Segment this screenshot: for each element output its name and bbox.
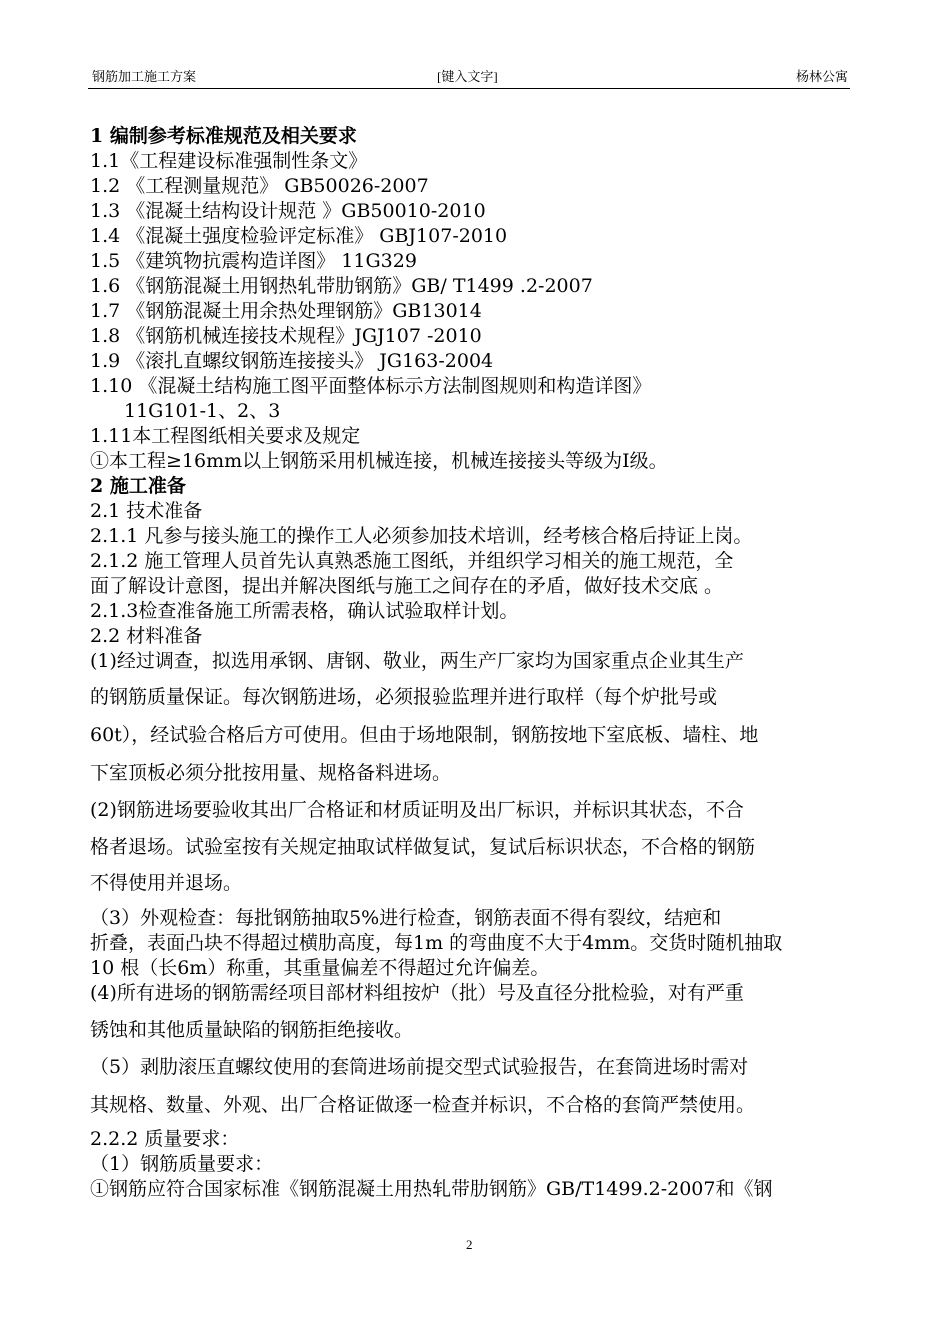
text-line: 10 根（长6m）称重，其重量偏差不得超过允许偏差。	[90, 957, 550, 979]
text-line: 2.1.1 凡参与接头施工的操作工人必须参加技术培训，经考核合格后持证上岗。	[90, 525, 753, 547]
text-line: ①钢筋应符合国家标准《钢筋混凝土用热轧带肋钢筋》GB/T1499.2-2007和《钢	[90, 1178, 773, 1200]
text-line: 1.8 《钢筋机械连接技术规程》JGJ107 -2010	[90, 325, 482, 347]
text-line: 11G101-1、2、3	[124, 400, 281, 422]
text-line: 2.1.2 施工管理人员首先认真熟悉施工图纸，并组织学习相关的施工规范，全	[90, 550, 734, 572]
text-line: 2.1 技术准备	[90, 500, 203, 522]
text-line: （3）外观检查：每批钢筋抽取5%进行检查，钢筋表面不得有裂纹，结疤和	[90, 907, 722, 929]
text-line: (2)钢筋进场要验收其出厂合格证和材质证明及出厂标识，并标识其状态，不合	[90, 799, 744, 821]
text-line: （5）剥肋滚压直螺纹使用的套筒进场前提交型式试验报告，在套筒进场时需对	[90, 1056, 749, 1078]
text-line: 1.10 《混凝土结构施工图平面整体标示方法制图规则和构造详图》	[90, 375, 652, 397]
text-line: 不得使用并退场。	[90, 872, 243, 894]
text-line: 1.7 《钢筋混凝土用余热处理钢筋》GB13014	[90, 300, 482, 322]
text-line: 1.6 《钢筋混凝土用钢热轧带肋钢筋》GB/ T1499 .2-2007	[90, 275, 593, 297]
text-line: 面了解设计意图，提出并解决图纸与施工之间存在的矛盾，做好技术交底 。	[90, 575, 724, 597]
heading-section-1: 1 编制参考标准规范及相关要求	[90, 125, 357, 147]
text-line: 2.2 材料准备	[90, 625, 203, 647]
page-number: 2	[466, 1237, 473, 1252]
text-line: (1)经过调查，拟选用承钢、唐钢、敬业，两生产厂家均为国家重点企业其生产	[90, 650, 744, 672]
text-line: 锈蚀和其他质量缺陷的钢筋拒绝接收。	[90, 1019, 414, 1041]
text-line: 1.9 《滚扎直螺纹钢筋连接接头》 JG163-2004	[90, 350, 494, 372]
header-right-project: 杨林公寓	[795, 69, 848, 84]
text-line: （1）钢筋质量要求：	[90, 1153, 274, 1175]
header-divider	[88, 88, 850, 89]
text-line: 1.11本工程图纸相关要求及规定	[90, 425, 361, 447]
text-line: ①本工程≥16mm以上钢筋采用机械连接，机械连接接头等级为Ⅰ级。	[90, 450, 668, 472]
text-line: 1.2 《工程测量规范》 GB50026-2007	[90, 175, 429, 197]
text-line: 60t），经试验合格后方可使用。但由于场地限制，钢筋按地下室底板、墙柱、地	[90, 724, 759, 746]
header-center-placeholder: [键入文字]	[437, 69, 498, 84]
text-line: 的钢筋质量保证。每次钢筋进场，必须报验监理并进行取样（每个炉批号或	[90, 686, 718, 708]
text-line: 折叠，表面凸块不得超过横肋高度，每1m 的弯曲度不大于4mm。交货时随机抽取	[90, 932, 783, 954]
text-line: 1.5 《建筑物抗震构造详图》 11G329	[90, 250, 417, 272]
text-line: 格者退场。试验室按有关规定抽取试样做复试，复试后标识状态，不合格的钢筋	[90, 836, 756, 858]
text-line: 其规格、数量、外观、出厂合格证做逐一检查并标识，不合格的套筒严禁使用。	[90, 1094, 756, 1116]
text-line: 1.1《工程建设标准强制性条文》	[90, 150, 368, 172]
text-line: 1.4 《混凝土强度检验评定标准》 GBJ107-2010	[90, 225, 508, 247]
text-line: (4)所有进场的钢筋需经项目部材料组按炉（批）号及直径分批检验，对有严重	[90, 982, 744, 1004]
text-line: 下室顶板必须分批按用量、规格备料进场。	[90, 762, 452, 784]
text-line: 1.3 《混凝土结构设计规范 》GB50010-2010	[90, 200, 486, 222]
header-left-title: 钢筋加工施工方案	[92, 69, 197, 84]
heading-section-2: 2 施工准备	[90, 475, 186, 497]
text-line: 2.1.3检查准备施工所需表格，确认试验取样计划。	[90, 600, 519, 622]
text-line: 2.2.2 质量要求：	[90, 1128, 240, 1150]
